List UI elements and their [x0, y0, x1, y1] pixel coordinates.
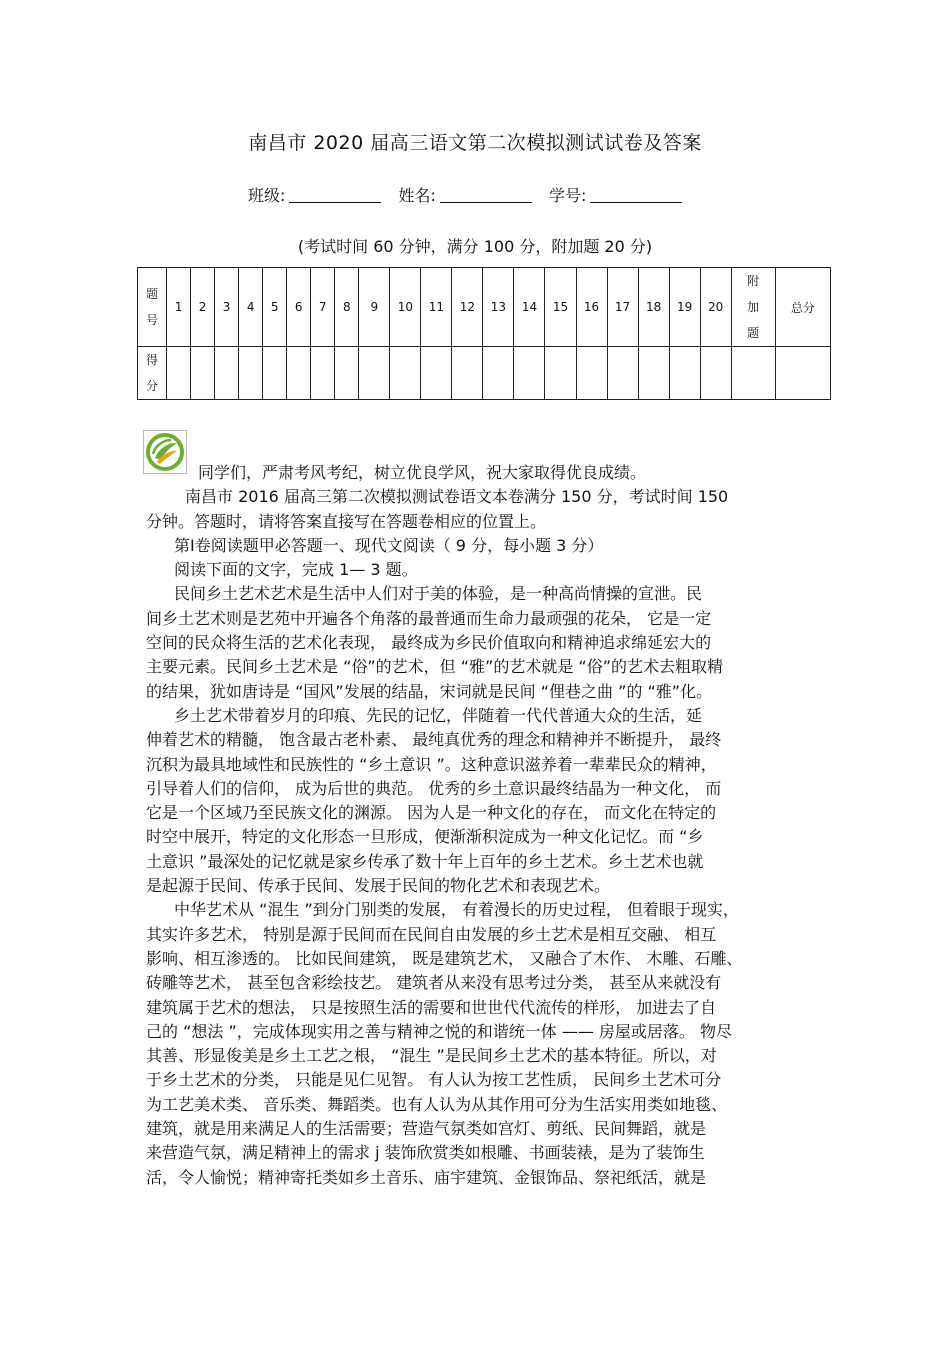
score-table: [137, 267, 831, 400]
text-line: 为工艺美术类、 音乐类、舞蹈类。也有人认为从其作用可分为生活实用类如地毯、: [146, 1094, 728, 1114]
text-line: 分钟。答题时，请将答案直接写在答题卷相应的位置上。: [146, 511, 547, 531]
text-line: 的结果，犹如唐诗是 “国风”发展的结晶，宋词就是民间 “俚巷之曲 ”的 “雅”化。: [146, 681, 713, 701]
question-number-1: 1: [167, 268, 191, 347]
text-line: 于乡土艺术的分类， 只能是见仁见智。 有人认为按工艺性质， 民间乡土艺术可分: [146, 1070, 722, 1090]
header-char: 分: [146, 379, 159, 393]
score-cell[interactable]: [700, 347, 731, 400]
score-cell[interactable]: [545, 347, 576, 400]
text-line: 主要元素。民间乡土艺术是 “俗”的艺术，但 “雅”的艺术就是 “俗”的艺术去粗取精: [146, 657, 723, 677]
score-cell[interactable]: [576, 347, 607, 400]
text-line: 引导着人们的信仰， 成为后世的典范。 优秀的乡土意识最终结晶为一种文化， 而: [146, 778, 722, 798]
question-number-14: 14: [514, 268, 545, 347]
total-score-header: 总分: [775, 268, 830, 347]
header-char: 附: [747, 274, 760, 288]
text-line: 是起源于民间、传承于民间、发展于民间的物化艺术和表现艺术。: [146, 876, 611, 896]
text-line: 建筑属于艺术的想法， 只是按照生活的需要和世世代代流传的样形， 加进去了自: [146, 997, 717, 1017]
score-cell[interactable]: [191, 347, 215, 400]
question-number-8: 8: [335, 268, 359, 347]
student-info-row: [248, 183, 694, 206]
score-cell[interactable]: [775, 347, 830, 400]
question-number-17: 17: [607, 268, 638, 347]
score-cell[interactable]: [239, 347, 263, 400]
score-cell[interactable]: [669, 347, 700, 400]
question-number-16: 16: [576, 268, 607, 347]
text-line: 中华艺术从 “混生 ”到分门别类的发展， 有着漫长的历史过程， 但着眼于现实，: [174, 900, 739, 920]
text-line: 伸着艺术的精髓， 饱含最古老朴素、 最纯真优秀的理念和精神并不断提升， 最终: [146, 730, 722, 750]
class-field[interactable]: [289, 186, 381, 203]
question-number-4: 4: [239, 268, 263, 347]
text-line: 它是一个区域乃至民族文化的渊源。 因为人是一种文化的存在， 而文化在特定的: [146, 803, 717, 823]
text-line: 民间乡土艺术艺术是生活中人们对于美的体验，是一种高尚情操的宣泄。民: [174, 584, 703, 604]
score-header: [138, 347, 167, 400]
header-char: 加: [747, 300, 760, 314]
text-line: 其善、形显俊美是乡土工艺之根， “混生 ”是民间乡土艺术的基本特征。所以，对: [146, 1046, 717, 1066]
score-cell[interactable]: [607, 347, 638, 400]
name-label: 姓名:: [398, 186, 436, 205]
score-cell[interactable]: [335, 347, 359, 400]
question-number-3: 3: [215, 268, 239, 347]
header-char: 题: [146, 287, 159, 301]
question-number-13: 13: [483, 268, 514, 347]
body-text: [146, 461, 814, 1190]
text-line: 沉积为最具地域性和民族性的 “乡土意识 ”。这种意识滋养着一辈辈民众的精神，: [146, 754, 717, 774]
score-cell[interactable]: [287, 347, 311, 400]
text-line: 其实许多艺术， 特别是源于民间而在民间自由发展的乡土艺术是相互交融、 相互: [146, 924, 717, 944]
score-cell[interactable]: [483, 347, 514, 400]
text-line: 建筑，就是用来满足人的生活需要；营造气氛类如宫灯、剪纸、民间舞蹈，就是: [146, 1119, 707, 1139]
text-line: 影响、相互渗透的。 比如民间建筑， 既是建筑艺术， 又融合了木作、 木雕、石雕、: [146, 948, 743, 968]
question-number-6: 6: [287, 268, 311, 347]
score-cell[interactable]: [263, 347, 287, 400]
score-cell[interactable]: [390, 347, 421, 400]
header-char: 号: [146, 313, 159, 327]
score-cell[interactable]: [215, 347, 239, 400]
header-char: 得: [146, 353, 159, 367]
text-line: 南昌市 2016 届高三第二次模拟测试卷语文本卷满分 150 分，考试时间 150: [185, 487, 729, 507]
text-line: 砖雕等艺术， 甚至包含彩绘技艺。 建筑者从来没有思考过分类， 甚至从来就没有: [146, 973, 722, 993]
text-line: 同学们，严肃考风考纪，树立优良学风，祝大家取得优良成绩。: [198, 463, 647, 482]
text-line: 时空中展开，特定的文化形态一旦形成，便渐渐积淀成为一种文化记忆。而 “乡: [146, 827, 704, 847]
score-cell[interactable]: [311, 347, 335, 400]
score-cell[interactable]: [731, 347, 775, 400]
question-number-12: 12: [452, 268, 483, 347]
question-number-20: 20: [700, 268, 731, 347]
text-line: 土意识 ”最深处的记忆就是家乡传承了数十年上百年的乡土艺术。乡土艺术也就: [146, 851, 704, 871]
score-cell[interactable]: [514, 347, 545, 400]
score-cell[interactable]: [452, 347, 483, 400]
text-line: 活，令人愉悦；精神寄托类如乡土音乐、庙宇建筑、金银饰品、祭祀纸活，就是: [146, 1167, 707, 1187]
question-number-header: [138, 268, 167, 347]
text-line: 第Ⅰ卷阅读题甲必答题一、现代文阅读（ 9 分，每小题 3 分）: [174, 535, 604, 555]
id-label: 学号:: [549, 186, 587, 205]
question-number-2: 2: [191, 268, 215, 347]
extra-question-header: [731, 268, 775, 347]
question-number-9: 9: [359, 268, 390, 347]
question-number-7: 7: [311, 268, 335, 347]
question-number-15: 15: [545, 268, 576, 347]
text-line: 空间的民众将生活的艺术化表现， 最终成为乡民价值取向和精神追求绵延宏大的: [146, 633, 712, 653]
score-cell[interactable]: [638, 347, 669, 400]
text-line: 间乡土艺术则是艺苑中开遍各个角落的最普通而生命力最顽强的花朵， 它是一定: [146, 608, 712, 628]
exam-note: (考试时间 60 分钟，满分 100 分，附加题 20 分): [297, 237, 653, 256]
question-number-18: 18: [638, 268, 669, 347]
text-line: 阅读下面的文字，完成 1— 3 题。: [174, 560, 418, 580]
score-cell[interactable]: [359, 347, 390, 400]
score-cell[interactable]: [421, 347, 452, 400]
question-number-11: 11: [421, 268, 452, 347]
class-label: 班级:: [248, 186, 286, 205]
question-number-5: 5: [263, 268, 287, 347]
question-number-10: 10: [390, 268, 421, 347]
header-char: 题: [747, 326, 760, 340]
id-field[interactable]: [590, 186, 682, 203]
question-number-19: 19: [669, 268, 700, 347]
text-line: 乡土艺术带着岁月的印痕、先民的记忆，伴随着一代代普通大众的生活，延: [174, 705, 703, 725]
page-title: 南昌市 2020 届高三语文第二次模拟测试试卷及答案: [248, 132, 702, 154]
text-line: 来营造气氛，满足精神上的需求 j 装饰欣赏类如根雕、书画装裱，是为了装饰生: [146, 1143, 705, 1163]
score-cell[interactable]: [167, 347, 191, 400]
text-line: 己的 “想法 ”，完成体现实用之善与精神之悦的和谐统一体 —— 房屋或居落。 物尽: [146, 1021, 733, 1041]
name-field[interactable]: [440, 186, 532, 203]
